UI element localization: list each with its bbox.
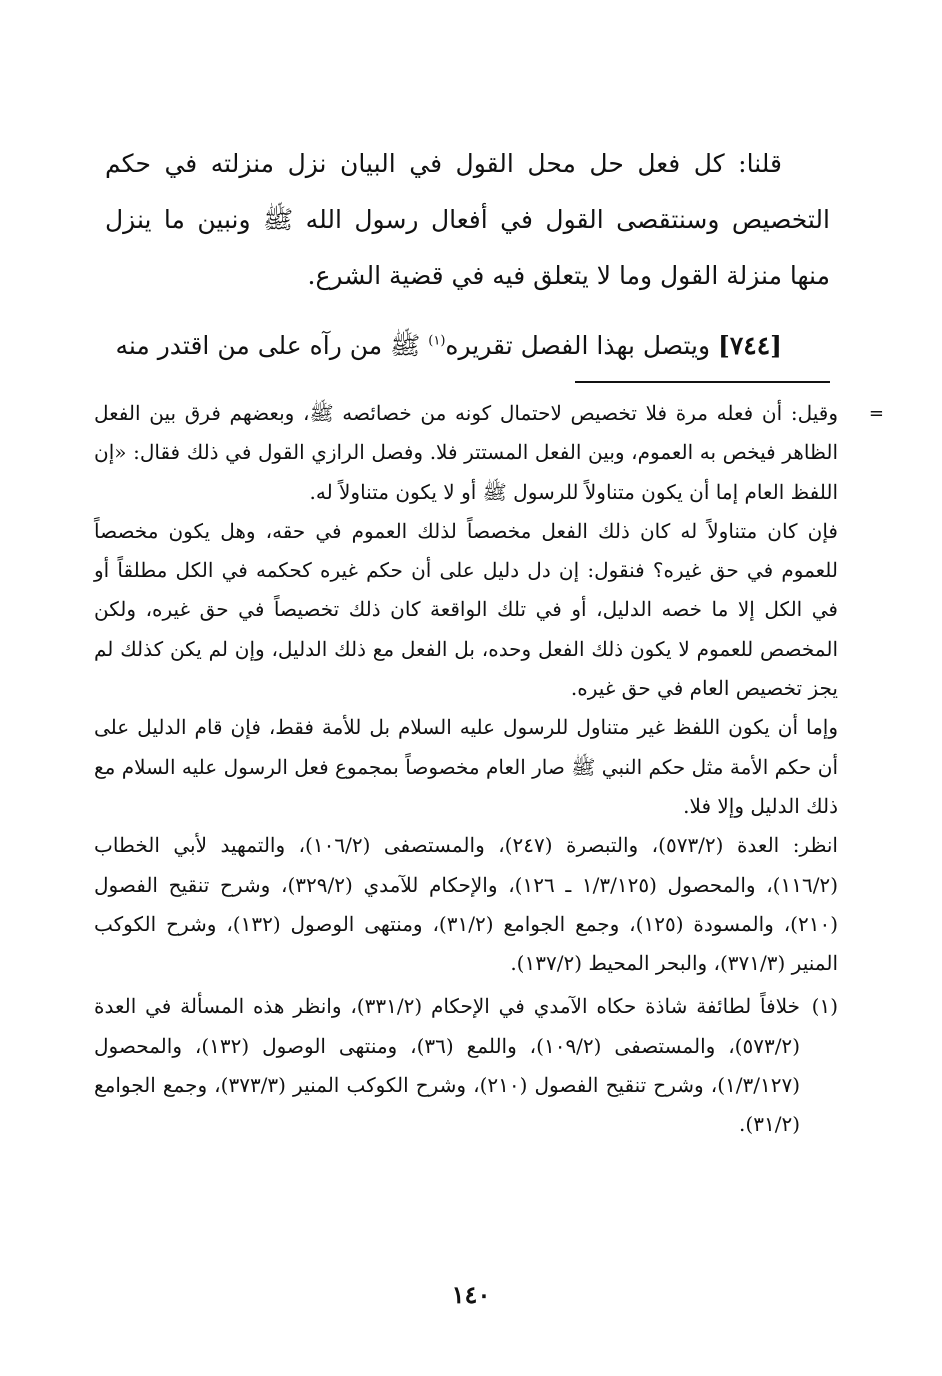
- footnote-1: [94, 987, 838, 1144]
- footnote-paragraph-3: وإما أن يكون اللفظ غير متناول للرسول عليه السلام بل للأمة فقط، فإن قام الدليل على أن حكم الأمة مثل حكم النبي ﷺ صار العام مخصوصاً بمجموع فعل الرسول عليه السلام مع ذلك الدليل وإلا فلا.: [94, 715, 838, 818]
- paragraph-text-before-ref: ويتصل بهذا الفصل تقريره: [445, 331, 711, 360]
- main-paragraph-1: قلنا: كل فعل حل محل القول في البيان نزل منزلته في حكم التخصيص وسنتقصى القول في أفعال رسول الله ﷺ ونبين ما ينزل منها منزلة القول وما لا يتعلق فيه في قضية الشرع.: [105, 149, 830, 290]
- footnote-paragraph-2: فإن كان متناولاً له كان ذلك الفعل مخصصاً لذلك العموم في حقه، وهل يكون مخصصاً للعموم في حق غيره؟ فنقول: إن دل دليل على أن حكم غيره كحكمه في الكل مطلقاً أو في الكل إلا ما خصه الدليل، أو في تلك الواقعة كان ذلك تخصيصاً في حق غيره، ولكن المخصص للعموم لا يكون ذلك الفعل وحده، بل الفعل مع ذلك الدليل، وإن لم يكن كذلك لم يجز تخصيص العام في حق غيره.: [94, 518, 838, 701]
- footnote-1-text: خلافاً لطائفة شاذة حكاه الآمدي في الإحكام (٣٣١/٢)، وانظر هذه المسألة في العدة (٥٧٣/٢)، والمستصفى (١٠٩/٢)، واللمع (٣٦)، ومنتهى الوصول (١٣٢)، والمحصول (١/٣/١٢٧)، وشرح تنقيح الفصول (٢١٠)، وشرح الكوكب المنير (٣٧٣/٣)، وجمع الجوامع (٣١/٢).: [94, 994, 800, 1137]
- footnote-1-marker: (١): [811, 994, 838, 1019]
- footnote-separator: [575, 381, 830, 383]
- continuation-marker: =: [868, 403, 884, 424]
- footnote-references: انظر: العدة (٥٧٣/٢)، والتبصرة (٢٤٧)، والمستصفى (١٠٦/٢)، والتمهيد لأبي الخطاب (١١٦/٢)، والمحصول (١/٣/١٢٥ ـ ١٢٦)، والإحكام للآمدي (٣٢٩/٢)، وشرح تنقيح الفصول (٢١٠)، والمسودة (١٢٥)، وجمع الجوامع (٣١/٢)، ومنتهى الوصول (١٣٢)، وشرح الكوكب المنير (٣٧١/٣)، والبحر المحيط (١٣٧/٢).: [94, 833, 838, 976]
- footnote-continuation: [94, 394, 884, 512]
- paragraph-number: [٧٤٤]: [718, 331, 782, 360]
- paragraph-text-after-ref: ﷺ من رآه على من اقتدر منه: [115, 331, 421, 360]
- main-paragraph-2: [105, 318, 830, 374]
- page-number: ١٤٠: [451, 1280, 491, 1309]
- footnotes: [94, 394, 884, 1145]
- footnote-paragraph-1: وقيل: أن فعله مرة فلا تخصيص لاحتمال كونه من خصائصه ﷺ، وبعضهم فرق بين الفعل الظاهر فيخص به العموم، وبين الفعل المستتر فلا. وفصل الرازي القول في ذلك فقال: «إن اللفظ العام إما أن يكون متناولاً للرسول ﷺ أو لا يكون متناولاً له.: [94, 401, 838, 504]
- main-text: [105, 136, 830, 374]
- footnote-reference[interactable]: (١): [428, 333, 446, 349]
